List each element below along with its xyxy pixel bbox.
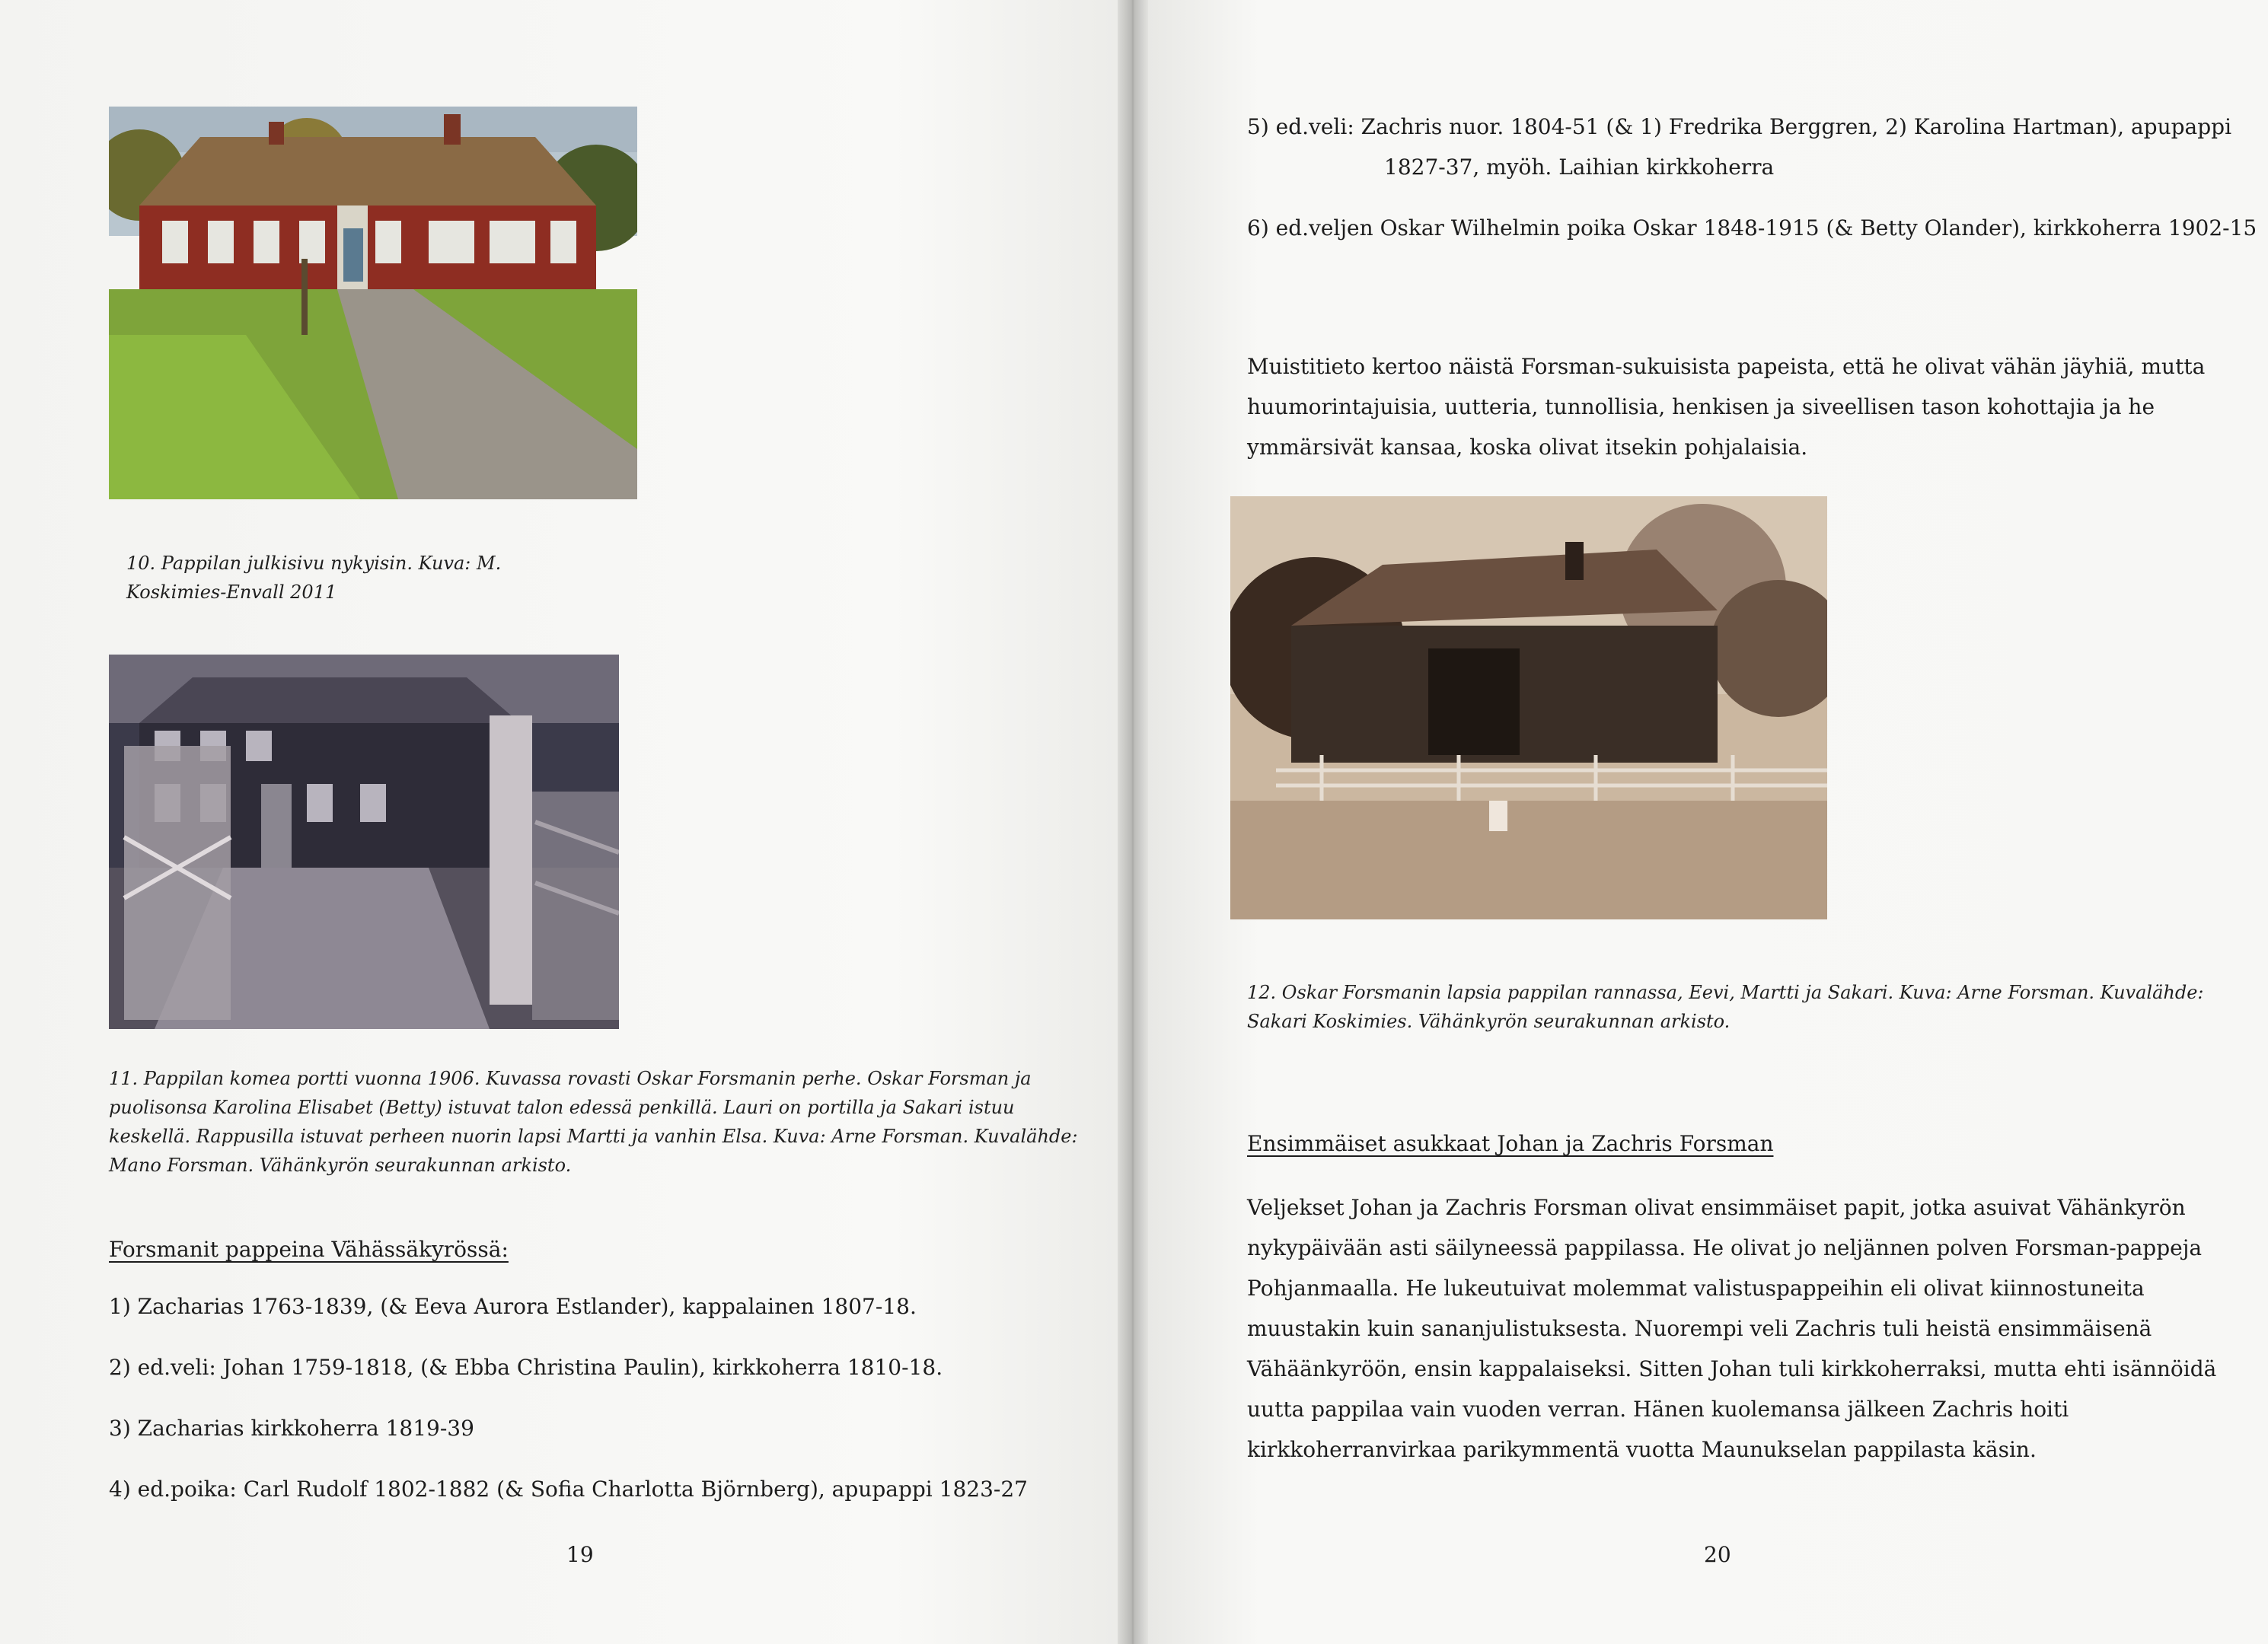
paragraph-line: Muistitieto kertoo näistä Forsman-sukuisista papeista, että he olivat vähän jäyhiä, mutta (1247, 354, 2206, 379)
caption-line: 11. Pappilan komea portti vuonna 1906. Kuvassa rovasti Oskar Forsmanin perhe. Oskar Forsman ja (109, 1068, 1032, 1089)
caption-line: Mano Forsman. Vähänkyrön seurakunnan arkisto. (109, 1155, 572, 1176)
paragraph-line: Veljekset Johan ja Zachris Forsman olivat ensimmäiset papit, jotka asuivat Vähänkyrön (1247, 1195, 2186, 1220)
caption-line: 12. Oskar Forsmanin lapsia pappilan rannassa, Eevi, Martti ja Sakari. Kuva: Arne Forsman. Kuvalähde: (1247, 982, 2204, 1003)
parsonage-facade-image (109, 107, 637, 499)
figure-10-caption (126, 549, 644, 607)
list-item: 5) ed.veli: Zachris nuor. 1804-51 (& 1) Fredrika Berggren, 2) Karolina Hartman), apupappi (1247, 114, 2232, 139)
list-item: 4) ed.poika: Carl Rudolf 1802-1882 (& Sofia Charlotta Björnberg), apupappi 1823-27 (109, 1477, 1028, 1502)
list-item-continuation: 1827-37, myöh. Laihian kirkkoherra (1384, 155, 1775, 180)
left-page (0, 0, 1118, 1644)
page-number-20: 20 (1704, 1542, 1731, 1567)
list-item: 2) ed.veli: Johan 1759-1818, (& Ebba Christina Paulin), kirkkoherra 1810-18. (109, 1355, 943, 1380)
paragraph-line: huumorintajuisia, uutteria, tunnollisia, henkisen ja siveellisen tason kohottajia ja he (1247, 394, 2155, 419)
paragraph-line: uutta pappilaa vain vuoden verran. Hänen kuolemansa jälkeen Zachris hoiti (1247, 1397, 2069, 1422)
paragraph-line: Pohjanmaalla. He lukeutuivat molemmat valistuspappeihin eli olivat kiinnostuneita (1247, 1276, 2145, 1301)
paragraph-line: ymmärsivät kansaa, koska olivat itsekin pohjalaisia. (1247, 435, 1808, 460)
left-section-heading: Forsmanit pappeina Vähässäkyrössä: (109, 1237, 509, 1262)
first-residents-paragraph (1247, 1187, 2252, 1470)
book-gutter (1118, 0, 1148, 1644)
list-item: 3) Zacharias kirkkoherra 1819-39 (109, 1416, 474, 1441)
caption-line: Sakari Koskimies. Vähänkyrön seurakunnan arkisto. (1247, 1011, 1731, 1032)
parsonage-shore-image (1230, 496, 1827, 919)
caption-line: Koskimies-Envall 2011 (126, 581, 337, 603)
page-number-19: 19 (566, 1542, 594, 1567)
photo-parsonage-shore (1230, 496, 1827, 919)
parsonage-gate-image (109, 655, 619, 1029)
figure-12-caption (1247, 978, 2252, 1036)
paragraph-line: nykypäivään asti säilyneessä pappilassa. He olivat jo neljännen polven Forsman-pappeja (1247, 1235, 2203, 1260)
photo-parsonage-facade (109, 107, 637, 499)
right-section-heading: Ensimmäiset asukkaat Johan ja Zachris Forsman (1247, 1131, 1774, 1156)
paragraph-line: Vähäänkyröön, ensin kappalaiseksi. Sitten Johan tuli kirkkoherraksi, mutta ehti isännöidä (1247, 1356, 2217, 1381)
figure-11-caption (109, 1064, 1099, 1180)
paragraph-line: kirkkoherranvirkaa parikymmentä vuotta Maunukselan pappilasta käsin. (1247, 1437, 2037, 1462)
oral-tradition-paragraph (1247, 346, 2252, 467)
paragraph-line: muustakin kuin sananjulistuksesta. Nuorempi veli Zachris tuli heistä ensimmäisenä (1247, 1316, 2152, 1341)
right-list-continued (1247, 107, 2257, 248)
photo-parsonage-gate-1906 (109, 655, 619, 1029)
caption-line: puolisonsa Karolina Elisabet (Betty) istuvat talon edessä penkillä. Lauri on portilla ja Sakari istuu (109, 1097, 1015, 1118)
caption-line: keskellä. Rappusilla istuvat perheen nuorin lapsi Martti ja vanhin Elsa. Kuva: Arne Forsman. Kuvalähde: (109, 1126, 1078, 1147)
right-page (1148, 0, 2268, 1644)
list-item: 6) ed.veljen Oskar Wilhelmin poika Oskar 1848-1915 (& Betty Olander), kirkkoherra 1902-15 (1247, 215, 2257, 241)
caption-line: 10. Pappilan julkisivu nykyisin. Kuva: M. (126, 553, 502, 574)
list-item: 1) Zacharias 1763-1839, (& Eeva Aurora Estlander), kappalainen 1807-18. (109, 1294, 917, 1319)
